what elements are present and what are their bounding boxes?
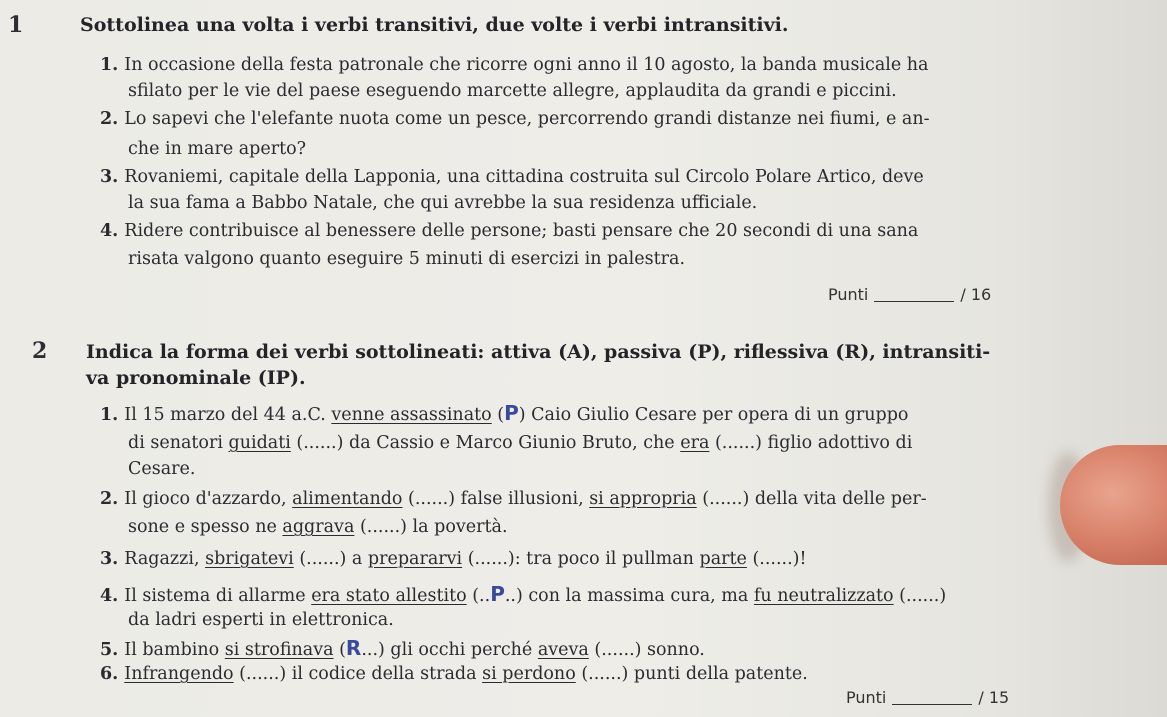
ex2-item-6-line1 [100,661,808,687]
ex1-item-3-line1 [100,164,924,190]
ex1-item-1-line1 [100,52,929,78]
ex2-item-4-text: ..) con la massima cura, ma [504,586,754,606]
ex2-item-6-text: (......) punti della patente. [575,664,808,684]
ex1-score-total: / 16 [960,285,992,304]
ex2-item-3-verb-1: sbrigatevi [205,549,294,569]
ex2-item-3-verb-2: prepararvi [367,549,463,569]
ex2-item-2-verb-1: alimentando [292,489,403,509]
ex2-item-3-verb-3: parte [699,549,747,569]
ex2-item-5-text: Il bambino [124,640,225,660]
ex2-item-5-verb-1: si strofinava [224,640,334,660]
ex2-item-1-text: Il 15 marzo del 44 a.C. [124,405,332,425]
ex2-score [846,688,1009,707]
ex2-item-1-number: 1. [100,405,119,425]
ex2-item-1-text: ) Caio Giulio Cesare per opera di un gruppo [518,405,909,425]
ex2-item-1-line3: Cesare. [128,459,196,479]
ex2-item-6-number: 6. [100,664,119,684]
ex2-item-1-line1 [100,400,908,428]
ex2-item-5-text: ( [333,640,346,660]
ex1-score-blank[interactable] [874,301,954,302]
ex2-item-1-text: (......) da Cassio e Marco Giunio Bruto, che [290,433,681,453]
ex2-item-4-line2: da ladri esperti in elettronica. [128,610,394,630]
ex2-item-1-verb-3: era [680,433,710,453]
ex1-item-2-line1 [100,106,930,132]
ex2-item-4-text: (.. [466,586,491,606]
exercise-2-instruction-line2: va pronominale (IP). [86,367,306,389]
ex2-item-1-answer-1[interactable]: P [504,401,519,425]
ex2-score-total: / 15 [978,688,1010,707]
ex2-item-2-text: (......) la povertà. [354,517,508,537]
ex2-score-label: Punti [846,688,887,707]
ex1-score [828,285,991,304]
ex1-item-2-number: 2. [100,109,119,129]
ex2-item-1-verb-2: guidati [228,433,291,453]
ex2-item-5-answer-1[interactable]: R [345,636,362,660]
ex2-item-2-text: sone e spesso ne [128,517,283,537]
ex2-item-3-text: (......) a [293,549,368,569]
ex2-item-4-line1 [100,581,946,609]
ex1-item-1-line2: sfilato per le vie del paese eseguendo marcette allegre, applaudita da grandi e piccini. [128,81,897,101]
exercise-2-instruction-line1: Indica la forma dei verbi sottolineati: attiva (A), passiva (P), riflessiva (R), intransiti- [86,341,991,363]
ex1-score-label: Punti [828,285,869,304]
ex2-item-5-number: 5. [100,640,119,660]
ex2-item-1-text: di senatori [128,433,229,453]
ex2-item-5-line1 [100,635,705,663]
ex2-item-6-verb-1: Infrangendo [124,664,234,684]
ex2-item-1-text: (......) figlio adottivo di [709,433,913,453]
ex2-item-4-verb-2: fu neutralizzato [753,586,894,606]
ex2-item-6-text: (......) il codice della strada [233,664,483,684]
ex2-item-3-text: (......): tra poco il pullman [462,549,700,569]
ex2-item-4-answer-1[interactable]: P [490,582,505,606]
ex2-item-3-text: Ragazzi, [124,549,206,569]
ex1-item-3-text1: Rovaniemi, capitale della Lapponia, una cittadina costruita sul Circolo Polare Artico, deve [124,167,924,187]
ex2-item-4-number: 4. [100,586,119,606]
ex2-item-2-text: (......) false illusioni, [402,489,590,509]
ex1-item-3-number: 3. [100,167,119,187]
ex2-item-4-verb-1: era stato allestito [311,586,467,606]
ex2-item-4-text: Il sistema di allarme [124,586,312,606]
ex2-item-4-text: (......) [893,586,947,606]
ex2-item-5-text: (......) sonno. [588,640,705,660]
ex2-item-6-verb-2: si perdono [482,664,576,684]
ex2-item-2-verb-3: aggrava [282,517,355,537]
ex1-item-2-text1: Lo sapevi che l'elefante nuota come un pesce, percorrendo grandi distanze nei fiumi, e an- [124,109,930,129]
ex2-item-2-text: (......) della vita delle per- [696,489,927,509]
exercise-1-instruction: Sottolinea una volta i verbi transitivi, due volte i verbi intransitivi. [80,14,789,36]
exercise-1-number: 1 [8,12,24,38]
ex2-score-blank[interactable] [892,704,972,705]
ex2-item-2-text: Il gioco d'azzardo, [124,489,293,509]
exercise-2-number: 2 [32,338,48,364]
ex2-item-3-line1 [100,546,807,572]
ex2-item-3-number: 3. [100,549,119,569]
ex1-item-3-line2: la sua fama a Babbo Natale, che qui avrebbe la sua residenza ufficiale. [128,193,758,213]
ex1-item-4-line2: risata valgono quanto eseguire 5 minuti di esercizi in palestra. [128,249,686,269]
ex2-item-2-line2 [128,514,508,540]
ex1-item-4-line1 [100,218,918,244]
ex2-item-2-verb-2: si appropria [589,489,697,509]
ex1-item-2-line2: che in mare aperto? [128,139,307,159]
ex2-item-1-line2 [128,430,912,456]
ex2-item-2-number: 2. [100,489,119,509]
ex2-item-1-verb-1: venne assassinato [331,405,492,425]
ex2-item-3-text: (......)! [746,549,807,569]
ex2-item-5-verb-2: aveva [537,640,589,660]
ex2-item-2-line1 [100,486,927,512]
ex1-item-1-text1: In occasione della festa patronale che ricorre ogni anno il 10 agosto, la banda musicale ha [124,55,929,75]
ex2-item-1-text: ( [491,405,505,425]
ex2-item-5-text: ...) gli occhi perché [361,640,538,660]
ex1-item-4-text1: Ridere contribuisce al benessere delle persone; basti pensare che 20 secondi di una sana [124,221,919,241]
ex1-item-4-number: 4. [100,221,119,241]
ex1-item-1-number: 1. [100,55,119,75]
